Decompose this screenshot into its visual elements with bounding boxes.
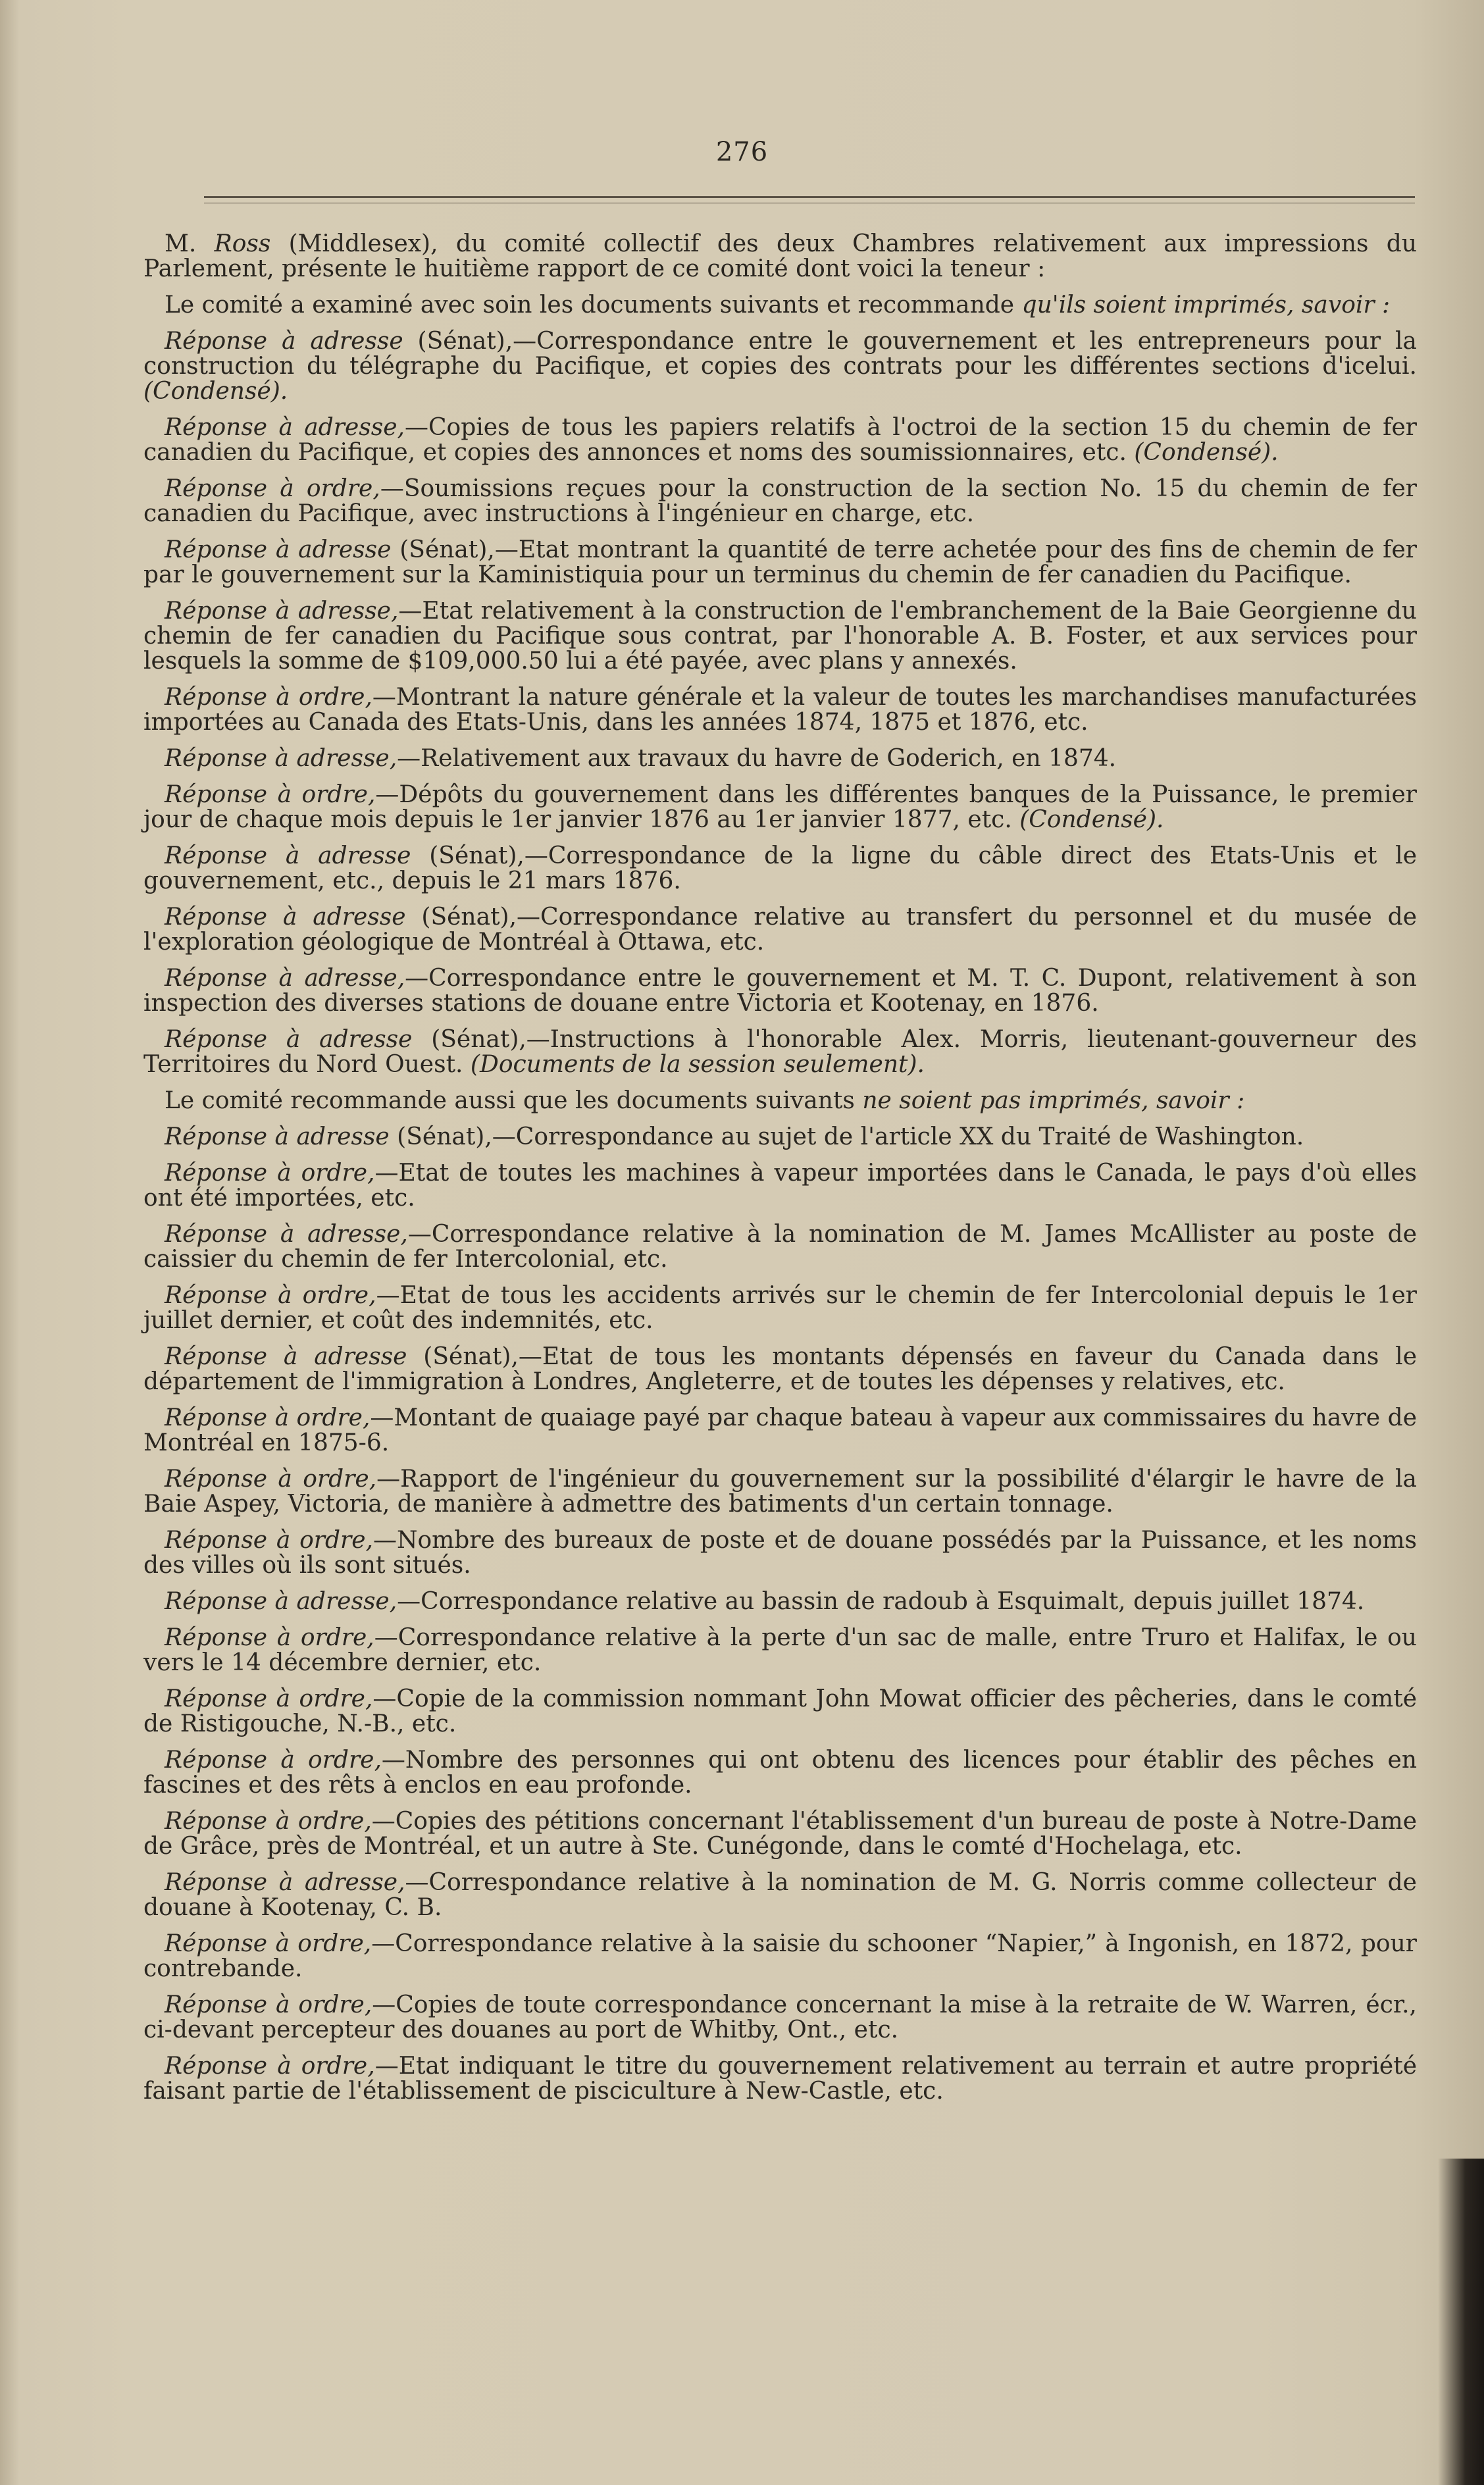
- recommendation-printed: [143, 293, 1417, 318]
- item-lead: Réponse à adresse,: [165, 745, 397, 772]
- list-item: [143, 1125, 1417, 1150]
- intro-prefix: M.: [165, 230, 215, 257]
- list-item: [143, 1467, 1417, 1517]
- item-lead: Réponse à adresse: [165, 904, 406, 931]
- item-lead: Réponse à adresse,: [165, 1869, 405, 1896]
- item-lead: Réponse à ordre,: [165, 1282, 376, 1309]
- item-text: —Etat de toutes les machines à vapeur importées dans le Canada, le pays d'où elles ont été importées, etc.: [143, 1160, 1417, 1212]
- recommendation-text: Le comité a examiné avec soin les documents suivants et recommande: [165, 292, 1022, 319]
- item-text: (Sénat),—Instructions à l'honorable Alex. Morris, lieutenant-gouverneur des Territoires du Nord Ouest.: [143, 1026, 1418, 1078]
- item-lead: Réponse à ordre,: [165, 1808, 372, 1835]
- list-item: [143, 476, 1417, 526]
- item-text: —Correspondance entre le gouvernement et M. T. C. Dupont, relativement à son inspection des diverses stations de douane entre Victoria et Kootenay, en 1876.: [143, 965, 1417, 1017]
- item-text: (Sénat),—Etat montrant la quantité de terre achetée pour des fins de chemin de fer par le gouvernement sur la Kaministiquia pour un terminus du chemin de fer canadien du Pacifique.: [143, 536, 1418, 588]
- item-lead: Réponse à ordre,: [165, 1930, 372, 1957]
- item-text: (Sénat),—Etat de tous les montants dépensés en faveur du Canada dans le département de l'immigration à Londres, Angleterre, et de toutes les dépenses y relatives, etc.: [143, 1343, 1417, 1395]
- item-text: —Etat relativement à la construction de l'embranchement de la Baie Georgienne du chemin de fer canadien du Pacifique sous contrat, par l'honorable A. B. Foster, et aux services pour lesquels la somme de $109,000.50 lui a été payée, avec plans y annexés.: [143, 598, 1417, 675]
- item-text: —Copies des pétitions concernant l'établissement d'un bureau de poste à Notre-Dame de Grâce, près de Montréal, et un autre à Ste. Cunégonde, dans le comté d'Hochelaga, etc.: [143, 1808, 1418, 1860]
- item-text: —Correspondance relative à la nomination de M. James McAllister au poste de caissier du chemin de fer Intercolonial, etc.: [143, 1221, 1417, 1273]
- recommendation-emphasis: qu'ils soient imprimés, savoir :: [1021, 292, 1391, 319]
- item-text: (Sénat),—Correspondance entre le gouvernement et les entrepreneurs pour la construction du télégraphe du Pacifique, et copies des contrats pour les différentes sections d'icelui.: [143, 328, 1418, 380]
- item-note: (Condensé).: [1134, 439, 1279, 466]
- item-text: —Montrant la nature générale et la valeur de toutes les marchandises manufacturées importées au Canada des Etats-Unis, dans les années 1874, 1875 et 1876, etc.: [143, 684, 1418, 736]
- list-item: [143, 1870, 1417, 1920]
- item-text: —Montant de quaiage payé par chaque bateau à vapeur aux commissaires du havre de Montréal en 1875-6.: [143, 1404, 1418, 1456]
- item-lead: Réponse à adresse: [165, 1343, 407, 1370]
- item-lead: Réponse à adresse,: [165, 1221, 408, 1248]
- page-number: 276: [715, 137, 769, 167]
- list-item: [143, 1993, 1417, 2043]
- item-text: —Rapport de l'ingénieur du gouvernement sur la possibilité d'élargir le havre de la Baie Aspey, Victoria, de manière à admettre des batiments d'un certain tonnage.: [143, 1466, 1417, 1518]
- item-text: (Sénat),—Correspondance relative au transfert du personnel et du musée de l'exploration géologique de Montréal à Ottawa, etc.: [143, 904, 1418, 956]
- recommendation-emphasis: ne soient pas imprimés, savoir :: [862, 1087, 1245, 1114]
- item-text: —Dépôts du gouvernement dans les différentes banques de la Puissance, le premier jour de chaque mois depuis le 1er janvier 1876 au 1er janvier 1877, etc.: [143, 781, 1418, 833]
- list-item: [143, 782, 1417, 833]
- list-item: [143, 966, 1417, 1016]
- item-note: (Documents de la session seulement).: [470, 1051, 925, 1078]
- list-item: [143, 1748, 1417, 1798]
- not-printed-documents-list: [143, 1125, 1417, 2104]
- item-lead: Réponse à adresse,: [165, 414, 405, 441]
- item-text: —Correspondance relative à la perte d'un sac de malle, entre Truro et Halifax, le ou vers le 14 décembre dernier, etc.: [143, 1624, 1417, 1676]
- item-lead: Réponse à ordre,: [165, 475, 380, 502]
- list-item: [143, 2054, 1417, 2104]
- item-lead: Réponse à ordre,: [165, 1685, 373, 1712]
- item-lead: Réponse à ordre,: [165, 1466, 377, 1493]
- item-lead: Réponse à adresse: [165, 842, 411, 869]
- item-lead: Réponse à adresse: [165, 536, 392, 563]
- item-note: (Condensé).: [143, 378, 288, 405]
- item-text: —Correspondance relative à la nomination de M. G. Norris comme collecteur de douane à Kootenay, C. B.: [143, 1869, 1417, 1921]
- member-name: Ross: [214, 230, 271, 257]
- item-text: —Copies de toute correspondance concernant la mise à la retraite de W. Warren, écr., ci-devant percepteur des douanes au port de Whitby, Ont., etc.: [143, 1991, 1417, 2043]
- list-item: [143, 1687, 1417, 1737]
- printed-documents-list: [143, 329, 1417, 1077]
- list-item: [143, 844, 1417, 894]
- item-lead: Réponse à adresse,: [165, 965, 405, 992]
- item-lead: Réponse à adresse: [165, 328, 403, 355]
- list-item: [143, 905, 1417, 955]
- item-lead: Réponse à ordre,: [165, 1527, 373, 1554]
- list-item: [143, 1626, 1417, 1676]
- item-lead: Réponse à adresse: [165, 1026, 413, 1053]
- item-lead: Réponse à ordre,: [165, 1991, 372, 2018]
- item-text: —Copies de tous les papiers relatifs à l'octroi de la section 15 du chemin de fer canadien du Pacifique, et copies des annonces et noms des soumissionnaires, etc.: [143, 414, 1417, 466]
- item-lead: Réponse à ordre,: [165, 1160, 375, 1187]
- list-item: [143, 746, 1417, 771]
- item-lead: Réponse à ordre,: [165, 781, 376, 808]
- list-item: [143, 1528, 1417, 1578]
- list-item: [143, 599, 1417, 674]
- item-lead: Réponse à adresse: [165, 1123, 390, 1150]
- item-text: —Etat de tous les accidents arrivés sur le chemin de fer Intercolonial depuis le 1er juillet dernier, et coût des indemnités, etc.: [143, 1282, 1418, 1334]
- item-text: —Etat indiquant le titre du gouvernement relativement au terrain et autre propriété faisant partie de l'établissement de pisciculture à New-Castle, etc.: [143, 2053, 1418, 2105]
- intro-text: (Middlesex), du comité collectif des deux Chambres relativement aux impressions du Parlement, présente le huitième rapport de ce comité dont voici la teneur :: [143, 230, 1418, 282]
- item-text: (Sénat),—Correspondance de la ligne du câble direct des Etats-Unis et le gouvernement, etc., depuis le 21 mars 1876.: [143, 842, 1417, 894]
- list-item: [143, 329, 1417, 404]
- recommendation-not-printed: [143, 1089, 1417, 1114]
- item-text: —Nombre des bureaux de poste et de douane possédés par la Puissance, et les noms des villes où ils sont situés.: [143, 1527, 1418, 1579]
- item-lead: Réponse à adresse,: [165, 1588, 397, 1615]
- list-item: [143, 1283, 1417, 1333]
- item-note: (Condensé).: [1019, 806, 1164, 833]
- item-lead: Réponse à ordre,: [165, 1747, 382, 1774]
- recommendation-text: Le comité recommande aussi que les documents suivants: [165, 1087, 863, 1114]
- item-lead: Réponse à ordre,: [165, 2053, 375, 2080]
- list-item: [143, 1222, 1417, 1272]
- intro-paragraph: [143, 232, 1417, 282]
- item-text: —Correspondance relative à la saisie du schooner “Napier,” à Ingonish, en 1872, pour contrebande.: [143, 1930, 1417, 1982]
- item-lead: Réponse à ordre,: [165, 1404, 371, 1431]
- item-text: —Nombre des personnes qui ont obtenu des licences pour établir des pêches en fascines et des rêts à enclos en eau profonde.: [143, 1747, 1418, 1799]
- item-text: —Correspondance relative au bassin de radoub à Esquimalt, depuis juillet 1874.: [397, 1588, 1365, 1615]
- item-lead: Réponse à ordre,: [165, 684, 372, 711]
- list-item: [143, 685, 1417, 735]
- list-item: [143, 1809, 1417, 1859]
- list-item: [143, 538, 1417, 588]
- list-item: [143, 1027, 1417, 1077]
- item-text: —Relativement aux travaux du havre de Goderich, en 1874.: [397, 745, 1117, 772]
- list-item: [143, 1589, 1417, 1614]
- list-item: [143, 415, 1417, 465]
- list-item: [143, 1345, 1417, 1395]
- item-lead: Réponse à ordre,: [165, 1624, 374, 1651]
- list-item: [143, 1406, 1417, 1456]
- list-item: [143, 1932, 1417, 1982]
- item-text: —Soumissions reçues pour la construction de la section No. 15 du chemin de fer canadien du Pacifique, avec instructions à l'ingénieur en charge, etc.: [143, 475, 1418, 527]
- list-item: [143, 1161, 1417, 1211]
- header-rule: [204, 196, 1415, 198]
- item-lead: Réponse à adresse,: [165, 598, 399, 625]
- item-text: (Sénat),—Correspondance au sujet de l'article XX du Traité de Washington.: [389, 1123, 1304, 1150]
- page-body: [143, 232, 1417, 2115]
- item-text: —Copie de la commission nommant John Mowat officier des pêcheries, dans le comté de Ristigouche, N.-B., etc.: [143, 1685, 1417, 1737]
- scan-edge-shadow: [1438, 2159, 1484, 2485]
